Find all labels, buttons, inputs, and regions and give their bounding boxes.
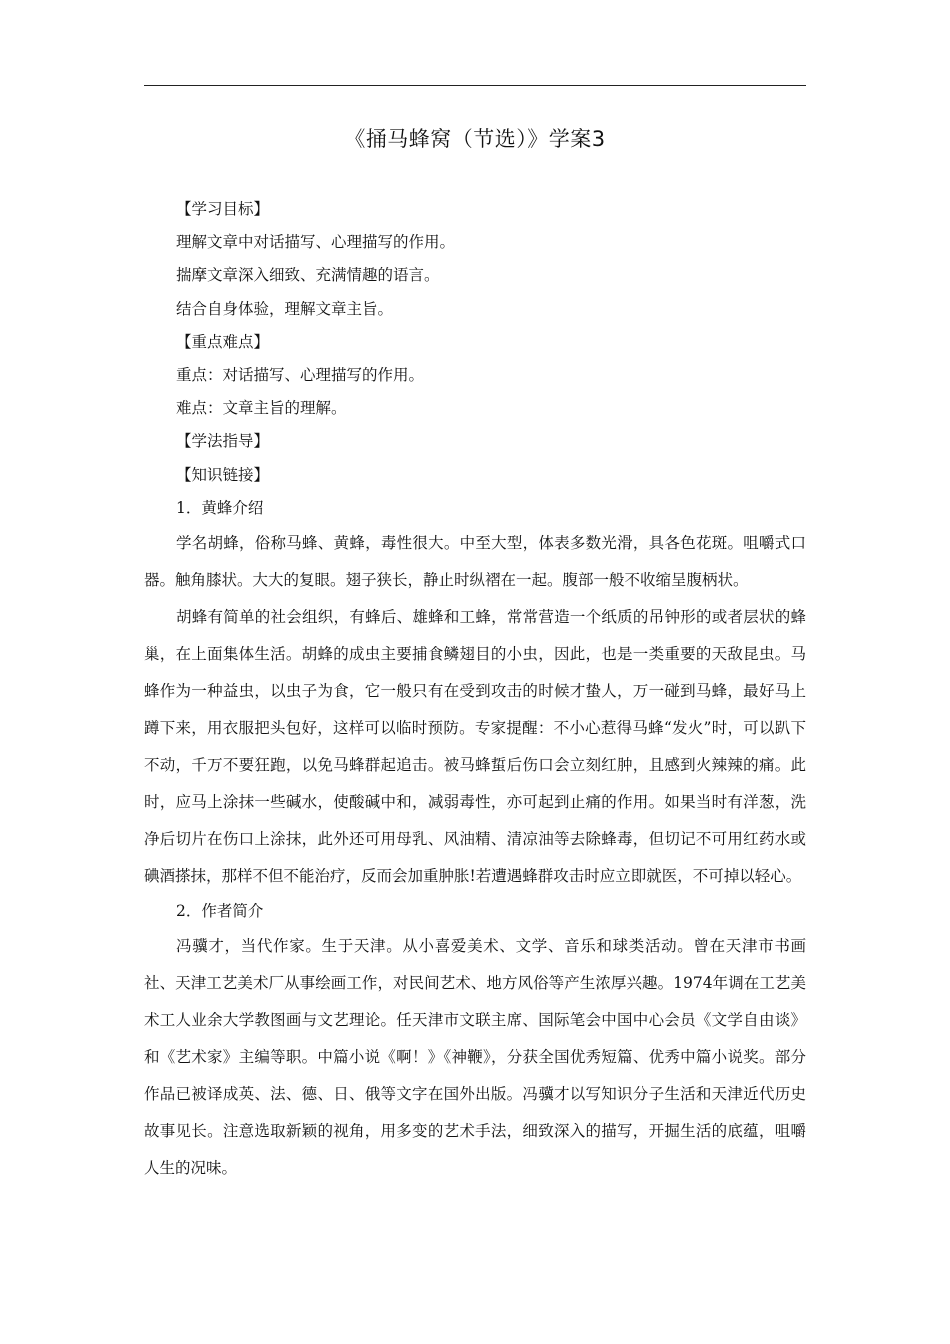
key-point: 重点：对话描写、心理描写的作用。 xyxy=(176,365,425,384)
section-heading-key-points: 【重点难点】 xyxy=(176,332,270,351)
author-intro-paragraph: 冯骥才，当代作家。生于天津。从小喜爱美术、文学、音乐和球类活动。曾在天津市书画社、天津工艺美术厂从事绘画工作，对民间艺术、地方风俗等产生浓厚兴趣。1974年调在工艺美术工人业余大学教图画与文艺理论。任天津市文联主席、国际笔会中国中心会员《文学自由谈》和《艺术家》主编等职。中篇小说《啊！》《神鞭》，分获全国优秀短篇、优秀中篇小说奖。部分作品已被译成英、法、德、日、俄等文字在国外出版。冯骥才以写知识分子生活和天津近代历史故事见长。注意选取新颖的视角，用多变的艺术手法，细致深入的描写，开掘生活的底蕴，咀嚼人生的况味。 xyxy=(144,937,806,1178)
difficult-point: 难点：文章主旨的理解。 xyxy=(176,399,347,418)
item-heading-wasp: 1．黄蜂介绍 xyxy=(176,498,264,517)
goal-item: 理解文章中对话描写、心理描写的作用。 xyxy=(176,233,456,252)
wasp-intro-paragraph-2: 胡蜂有简单的社会组织，有蜂后、雄蜂和工蜂，常常营造一个纸质的吊钟形的或者层状的蜂巢，在上面集体生活。胡蜂的成虫主要捕食鳞翅目的小虫，因此，也是一类重要的天敌昆虫。马蜂作为一种益虫，以虫子为食，它一般只有在受到攻击的时候才蛰人，万一碰到马蜂，最好马上蹲下来，用衣服把头包好，这样可以临时预防。专家提醒：不小心惹得马蜂“发火”时，可以趴下不动，千万不要狂跑，以免马蜂群起追击。被马蜂蜇后伤口会立刻红肿，且感到火辣辣的痛。此时，应马上涂抹一些碱水，使酸碱中和，减弱毒性，亦可起到止痛的作用。如果当时有洋葱，洗净后切片在伤口上涂抹，此外还可用母乳、风油精、清凉油等去除蜂毒，但切记不可用红药水或碘酒搽抹，那样不但不能治疗，反而会加重肿胀!若遭遇蜂群攻击时应立即就医，不可掉以轻心。 xyxy=(144,607,806,885)
document-body xyxy=(144,193,806,1187)
goal-item: 结合自身体验，理解文章主旨。 xyxy=(176,299,394,318)
section-heading-knowledge: 【知识链接】 xyxy=(176,465,270,484)
section-heading-goals: 【学习目标】 xyxy=(176,200,270,218)
goal-item: 揣摩文章深入细致、充满情趣的语言。 xyxy=(176,266,440,285)
section-heading-method: 【学法指导】 xyxy=(176,432,270,451)
header-rule xyxy=(144,85,806,86)
wasp-intro-paragraph-1: 学名胡蜂，俗称马蜂、黄蜂，毒性很大。中至大型，体表多数光滑，具各色花斑。咀嚼式口器。触角膝状。大大的复眼。翅子狭长，静止时纵褶在一起。腹部一般不收缩呈腹柄状。 xyxy=(144,533,806,589)
document-title: 《捅马蜂窝（节选）》学案3 xyxy=(344,127,606,151)
item-heading-author: 2．作者简介 xyxy=(176,901,264,920)
